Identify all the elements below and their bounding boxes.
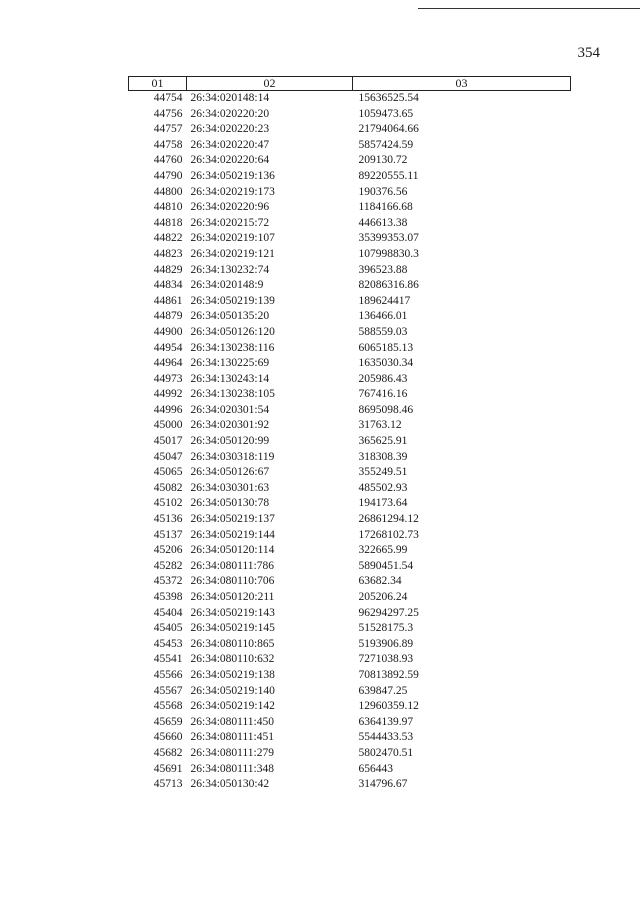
value-cell: 35399353.07 bbox=[358, 232, 419, 245]
table-row bbox=[129, 762, 571, 778]
table-row bbox=[129, 387, 571, 403]
table-row bbox=[129, 434, 571, 450]
column-header-02: 02 bbox=[187, 77, 353, 91]
value-cell: 96294297.25 bbox=[358, 606, 419, 619]
value-cell: 136466.01 bbox=[358, 310, 408, 323]
value-cell: 318308.39 bbox=[358, 450, 408, 463]
value-cell: 5193906.89 bbox=[358, 637, 414, 650]
cadastral-number-cell: 26:34:020219:107 bbox=[190, 232, 275, 245]
row-id-cell: 45404 bbox=[153, 606, 183, 619]
cadastral-number-cell: 26:34:030301:63 bbox=[190, 481, 270, 494]
row-id-cell: 45659 bbox=[153, 715, 183, 728]
cadastral-number-cell: 26:34:080111:279 bbox=[190, 746, 274, 759]
column-header-01: 01 bbox=[129, 77, 187, 91]
value-cell: 89220555.11 bbox=[358, 169, 419, 182]
cadastral-number-cell: 26:34:130238:105 bbox=[190, 388, 275, 401]
cadastral-number-cell: 26:34:050219:144 bbox=[190, 528, 275, 541]
cadastral-number-cell: 26:34:050130:78 bbox=[190, 497, 270, 510]
row-id-cell: 45047 bbox=[153, 450, 183, 463]
row-id-cell: 45206 bbox=[153, 544, 183, 557]
row-id-cell: 44760 bbox=[153, 154, 183, 167]
table-row bbox=[129, 715, 571, 731]
row-id-cell: 44834 bbox=[153, 279, 183, 292]
table-row bbox=[129, 231, 571, 247]
table-row bbox=[129, 543, 571, 559]
row-id-cell: 45102 bbox=[153, 497, 183, 510]
value-cell: 396523.88 bbox=[358, 263, 408, 276]
data-table bbox=[128, 76, 571, 793]
cadastral-number-cell: 26:34:080111:348 bbox=[190, 762, 274, 775]
row-id-cell: 44973 bbox=[153, 372, 183, 385]
table-row bbox=[129, 216, 571, 232]
table-row bbox=[129, 169, 571, 185]
table-row bbox=[129, 91, 571, 107]
row-id-cell: 44756 bbox=[153, 107, 183, 120]
table-row bbox=[129, 559, 571, 575]
cadastral-number-cell: 26:34:020219:121 bbox=[190, 247, 275, 260]
value-cell: 322665.99 bbox=[358, 544, 408, 557]
table-row bbox=[129, 512, 571, 528]
row-id-cell: 44818 bbox=[153, 216, 183, 229]
row-id-cell: 44823 bbox=[153, 247, 183, 260]
cadastral-number-cell: 26:34:020301:54 bbox=[190, 403, 270, 416]
value-cell: 194173.64 bbox=[358, 497, 408, 510]
table-row bbox=[129, 263, 571, 279]
table-row bbox=[129, 668, 571, 684]
row-id-cell: 44810 bbox=[153, 201, 183, 214]
cadastral-number-cell: 26:34:020220:20 bbox=[190, 107, 270, 120]
value-cell: 639847.25 bbox=[358, 684, 408, 697]
cadastral-number-cell: 26:34:080110:706 bbox=[190, 575, 275, 588]
table-header bbox=[129, 77, 571, 91]
row-id-cell: 45065 bbox=[153, 466, 183, 479]
cadastral-number-cell: 26:34:020301:92 bbox=[190, 419, 270, 432]
cadastral-number-cell: 26:34:050135:20 bbox=[190, 310, 270, 323]
cadastral-number-cell: 26:34:130243:14 bbox=[190, 372, 270, 385]
row-id-cell: 45000 bbox=[153, 419, 183, 432]
row-id-cell: 44758 bbox=[153, 138, 183, 151]
value-cell: 12960359.12 bbox=[358, 700, 419, 713]
row-id-cell: 45566 bbox=[153, 668, 183, 681]
table-row bbox=[129, 730, 571, 746]
row-id-cell: 45398 bbox=[153, 591, 183, 603]
cadastral-number-cell: 26:34:130238:116 bbox=[190, 341, 275, 354]
table-row bbox=[129, 372, 571, 388]
row-id-cell: 45660 bbox=[153, 731, 183, 744]
table-row bbox=[129, 481, 571, 497]
table-row bbox=[129, 465, 571, 481]
row-id-cell: 45713 bbox=[153, 778, 183, 791]
cadastral-number-cell: 26:34:130225:69 bbox=[190, 357, 270, 370]
value-cell: 355249.51 bbox=[358, 466, 408, 479]
value-cell: 107998830.3 bbox=[358, 247, 419, 260]
row-id-cell: 44964 bbox=[153, 357, 183, 370]
row-id-cell: 44900 bbox=[153, 325, 183, 338]
row-id-cell: 45137 bbox=[153, 528, 183, 541]
value-cell: 205206.24 bbox=[358, 591, 408, 603]
row-id-cell: 44996 bbox=[153, 403, 183, 416]
column-header-03: 03 bbox=[353, 77, 571, 91]
table-body bbox=[129, 91, 571, 793]
row-id-cell: 45136 bbox=[153, 513, 183, 526]
table-row bbox=[129, 418, 571, 434]
value-cell: 485502.93 bbox=[358, 481, 408, 494]
value-cell: 6065185.13 bbox=[358, 341, 414, 354]
table-row bbox=[129, 107, 571, 123]
row-id-cell: 44800 bbox=[153, 185, 183, 198]
value-cell: 5857424.59 bbox=[358, 138, 414, 151]
cadastral-number-cell: 26:34:050219:138 bbox=[190, 668, 275, 681]
cadastral-number-cell: 26:34:050219:142 bbox=[190, 700, 275, 713]
table-row bbox=[129, 153, 571, 169]
cadastral-number-cell: 26:34:080110:632 bbox=[190, 653, 275, 666]
cadastral-number-cell: 26:34:050120:211 bbox=[190, 591, 275, 603]
table-row bbox=[129, 403, 571, 419]
cadastral-number-cell: 26:34:050219:136 bbox=[190, 169, 275, 182]
table-row bbox=[129, 138, 571, 154]
cadastral-number-cell: 26:34:020215:72 bbox=[190, 216, 270, 229]
row-id-cell: 44822 bbox=[153, 232, 183, 245]
header-row bbox=[129, 77, 571, 91]
row-id-cell: 45282 bbox=[153, 559, 183, 572]
value-cell: 51528175.3 bbox=[358, 622, 414, 635]
value-cell: 205986.43 bbox=[358, 372, 408, 385]
value-cell: 63682.34 bbox=[358, 575, 402, 588]
table-row bbox=[129, 746, 571, 762]
value-cell: 588559.03 bbox=[358, 325, 408, 338]
cadastral-number-cell: 26:34:050126:67 bbox=[190, 466, 270, 479]
cadastral-number-cell: 26:34:020220:64 bbox=[190, 154, 270, 167]
row-id-cell: 45453 bbox=[153, 637, 183, 650]
row-id-cell: 44790 bbox=[153, 169, 183, 182]
value-cell: 7271038.93 bbox=[358, 653, 414, 666]
table-row bbox=[129, 341, 571, 357]
value-cell: 5890451.54 bbox=[358, 559, 414, 572]
row-id-cell: 45567 bbox=[153, 684, 183, 697]
table-row bbox=[129, 247, 571, 263]
cadastral-number-cell: 26:34:050130:42 bbox=[190, 778, 270, 791]
value-cell: 6364139.97 bbox=[358, 715, 414, 728]
table-row bbox=[129, 699, 571, 715]
table-row bbox=[129, 185, 571, 201]
table-row bbox=[129, 450, 571, 466]
value-cell: 8695098.46 bbox=[358, 403, 414, 416]
value-cell: 1184166.68 bbox=[358, 201, 413, 214]
cadastral-number-cell: 26:34:020220:23 bbox=[190, 123, 270, 136]
value-cell: 70813892.59 bbox=[358, 668, 419, 681]
table-row bbox=[129, 621, 571, 637]
row-id-cell: 44861 bbox=[153, 294, 183, 307]
row-id-cell: 44954 bbox=[153, 341, 183, 354]
value-cell: 189624417 bbox=[358, 294, 411, 307]
table-row bbox=[129, 528, 571, 544]
table-row bbox=[129, 200, 571, 216]
cadastral-number-cell: 26:34:050219:143 bbox=[190, 606, 275, 619]
value-cell: 17268102.73 bbox=[358, 528, 419, 541]
table-row bbox=[129, 777, 571, 793]
row-id-cell: 44754 bbox=[153, 92, 183, 104]
row-id-cell: 44829 bbox=[153, 263, 183, 276]
cadastral-number-cell: 26:34:020148:14 bbox=[190, 92, 270, 104]
row-id-cell: 45017 bbox=[153, 435, 183, 448]
value-cell: 31763.12 bbox=[358, 419, 402, 432]
value-cell: 446613.38 bbox=[358, 216, 408, 229]
table-row bbox=[129, 278, 571, 294]
cadastral-number-cell: 26:34:020220:47 bbox=[190, 138, 270, 151]
cadastral-number-cell: 26:34:050219:140 bbox=[190, 684, 275, 697]
value-cell: 314796.67 bbox=[358, 778, 408, 791]
cadastral-number-cell: 26:34:130232:74 bbox=[190, 263, 270, 276]
cadastral-number-cell: 26:34:050219:137 bbox=[190, 513, 275, 526]
value-cell: 82086316.86 bbox=[358, 279, 419, 292]
cadastral-number-cell: 26:34:050219:145 bbox=[190, 622, 275, 635]
top-rule bbox=[418, 8, 640, 9]
table-row bbox=[129, 606, 571, 622]
data-table-container bbox=[128, 76, 570, 793]
row-id-cell: 45682 bbox=[153, 746, 183, 759]
row-id-cell: 45541 bbox=[153, 653, 183, 666]
value-cell: 15636525.54 bbox=[358, 92, 419, 104]
table-row bbox=[129, 637, 571, 653]
table-row bbox=[129, 652, 571, 668]
value-cell: 365625.91 bbox=[358, 435, 408, 448]
value-cell: 656443 bbox=[358, 762, 393, 775]
value-cell: 767416.16 bbox=[358, 388, 408, 401]
table-row bbox=[129, 356, 571, 372]
value-cell: 21794064.66 bbox=[358, 123, 419, 136]
cadastral-number-cell: 26:34:020220:96 bbox=[190, 201, 270, 214]
value-cell: 26861294.12 bbox=[358, 513, 419, 526]
cadastral-number-cell: 26:34:050120:114 bbox=[190, 544, 275, 557]
value-cell: 209130.72 bbox=[358, 154, 408, 167]
page-number: 354 bbox=[577, 45, 600, 61]
table-row bbox=[129, 294, 571, 310]
row-id-cell: 45372 bbox=[153, 575, 183, 588]
row-id-cell: 45568 bbox=[153, 700, 183, 713]
value-cell: 1635030.34 bbox=[358, 357, 414, 370]
cadastral-number-cell: 26:34:080111:451 bbox=[190, 731, 274, 744]
value-cell: 5802470.51 bbox=[358, 746, 414, 759]
cadastral-number-cell: 26:34:020148:9 bbox=[190, 279, 264, 292]
table-row bbox=[129, 684, 571, 700]
cadastral-number-cell: 26:34:080111:450 bbox=[190, 715, 274, 728]
row-id-cell: 45691 bbox=[153, 762, 183, 775]
cadastral-number-cell: 26:34:050126:120 bbox=[190, 325, 275, 338]
table-row bbox=[129, 496, 571, 512]
cadastral-number-cell: 26:34:080111:786 bbox=[190, 559, 274, 572]
table-row bbox=[129, 325, 571, 341]
table-row bbox=[129, 122, 571, 138]
row-id-cell: 44757 bbox=[153, 123, 183, 136]
value-cell: 1059473.65 bbox=[358, 107, 414, 120]
row-id-cell: 44992 bbox=[153, 388, 183, 401]
row-id-cell: 45405 bbox=[153, 622, 183, 635]
table-row bbox=[129, 309, 571, 325]
row-id-cell: 45082 bbox=[153, 481, 183, 494]
cadastral-number-cell: 26:34:020219:173 bbox=[190, 185, 275, 198]
table-row bbox=[129, 590, 571, 606]
table-row bbox=[129, 574, 571, 590]
value-cell: 5544433.53 bbox=[358, 731, 414, 744]
row-id-cell: 44879 bbox=[153, 310, 183, 323]
cadastral-number-cell: 26:34:030318:119 bbox=[190, 450, 275, 463]
value-cell: 190376.56 bbox=[358, 185, 408, 198]
cadastral-number-cell: 26:34:080110:865 bbox=[190, 637, 275, 650]
cadastral-number-cell: 26:34:050120:99 bbox=[190, 435, 270, 448]
cadastral-number-cell: 26:34:050219:139 bbox=[190, 294, 275, 307]
